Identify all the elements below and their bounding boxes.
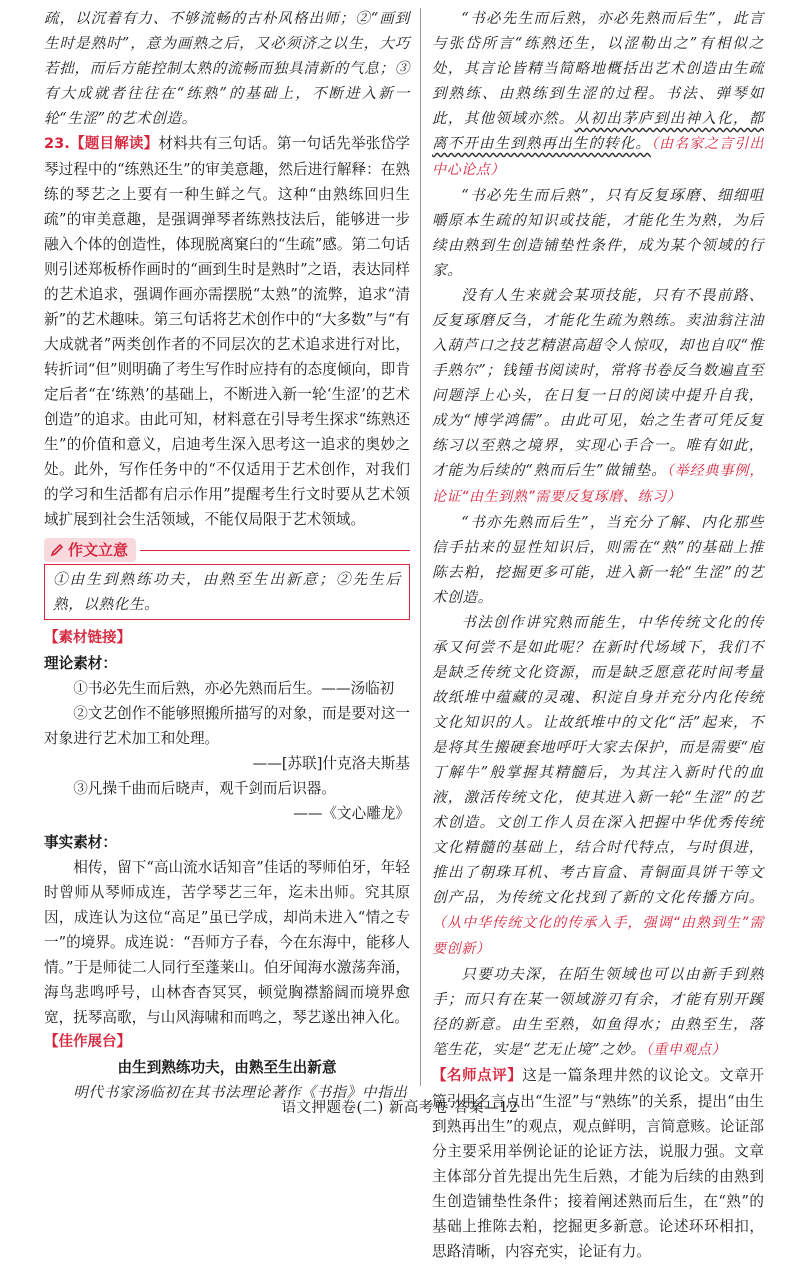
continued-paragraph: 疏，以沉着有力、不够流畅的古朴风格出师；②“画到生时是熟时”，意为画熟之后，又必须济之以生，大巧若拙，而后方能控制太熟的流畅而独具清新的气息；③有大成就者往往在“练熟”的基础上，不断进入新一轮“生涩”的艺术创造。 [44,10,410,127]
left-column [44,6,410,1105]
theory-material-label: 理论素材： [44,655,117,672]
essay-theme-title: 作文立意 [68,540,129,559]
essay-theme-header [44,538,410,562]
question-tag: 【题目解读】 [69,136,159,152]
question-interpretation-body: 材料共有三句话。第一句话先举张岱学琴过程中的“练熟还生”的审美意趣，然后进行解释：在熟练的琴艺之上要有一种生鲜之气。这种“由熟练回归生疏”的审美意趣，是强调弹琴者练熟技法后，能够进一步融入个体的创造性，体现脱离窠臼的“生疏”感。第二句话则引述郑板桥作画时的“画到生时是熟时”之语，表达同样的艺术追求，强调作画亦需摆脱“太熟”的流弊，追求“清新”的艺术趣味。第三句话将艺术创作中的“大多数”与“有大成就者”两类创作者的不同层次的艺术追求进行对比，转折词“但”则明确了考生写作时应持有的态度倾向，即肯定后者“在‘练熟’的基础上，不断进入新一轮‘生涩’的艺术创造”的追求。由此可知，材料意在引导考生探求“练熟还生”的价值和意义，启迪考生深入思考这一追求的奥妙之处。此外，写作任务中的“不仅适用于艺术创作，对我们的学习和生活都有启示作用”提醒考生行文时要从艺术领域扩展到社会生活领域，不能仅局限于艺术领域。 [44,135,410,528]
essay-paragraph-1 [432,6,764,183]
teacher-comment-body: 这是一篇条理井然的议论文。文章开篇引用名言点出“生涩”与“熟练”的关系，提出“由生到熟再出生”的观点，观点鲜明，言简意赅。论证部分主要采用举例论证的论证方法，说服力强。文章主体部分首先提出先生后熟，才能为后续的由熟到生创造铺垫性条件；接着阐述熟而后生，在“熟”的基础上推陈去粕，挖掘更多新意。论述环环相扣，思路清晰，内容充实，论证有力。 [432,1067,764,1260]
theory-quote-1: ①书必先生而后熟，亦必先熟而后生。——汤临初 [73,680,395,697]
essay-paragraph-2: “书必先生而后熟”，只有反复琢磨、细细咀嚼原本生疏的知识或技能，才能化生为熟，为后续由熟到生创造铺垫性条件，成为某个领域的行家。 [432,187,764,279]
theory-quote-2: ②文艺创作不能够照搬所描写的对象，而是要对这一对象进行艺术加工和处理。 [44,705,410,747]
pencil-icon [50,543,64,557]
theory-quote-3-citation: ——《文心雕龙》 [293,805,410,822]
fact-material-label: 事实素材： [44,834,117,851]
essay-thesis-sentence: 从初出茅庐到出神入化，都离不开由生到熟再出生的转化。 [432,110,764,152]
essay-paragraph-1-note: （由名家之言引出中心论点） [432,136,764,178]
model-essay-opening: 明代书家汤临初在其书法理论著作《书指》中指出 [73,1084,408,1101]
essay-paragraph-6 [432,962,764,1063]
fact-material-body: 相传，留下“高山流水话知音”佳话的琴师伯牙，年轻时曾师从琴师成连，苦学琴艺三年，迄未出师。究其原因，成连认为这位“高足”虽已学成，却尚未进入“情之专一”的境界。成连说：“吾师方子春，今在东海中，能移人情。”于是师徒二人同行至蓬莱山。伯牙闻海水激荡奔涌，海鸟悲鸣呼号，山林杳杳冥冥，顿觉胸襟豁阔而境界愈宽，抚琴高歌，与山风海啸和而鸣之，琴艺遂出神入化。 [44,859,410,1026]
essay-paragraph-3 [432,283,764,510]
essay-paragraph-3-text: 没有人生来就会某项技能，只有不畏前路、反复琢磨反刍，才能化生疏为熟练。卖油翁注油入葫芦口之技艺精湛高超令人惊叹，却也自叹“惟手熟尔”；钱锺书阅读时，常将书卷反刍数遍直至问题浮上心头，在日复一日的阅读中提升自我，成为“博学鸿儒”。由此可见，始之生者可凭反复练习以至熟之境界，实现心手合一。唯有如此，才能为后续的“熟而后生”做铺垫。 [432,287,764,479]
essay-paragraph-5-text: 书法创作讲究熟而能生，中华传统文化的传承又何尝不是如此呢？在新时代场域下，我们不是缺乏传统文化资源，而是缺乏愿意花时间考量故纸堆中蕴藏的灵魂、积淀自身并充分内化传统文化知识的人。让故纸堆中的文化“活”起来，不是将其生搬硬套地呼吁大家去保护，而是需要“庖丁解牛”般掌握其精髓后，为其注入新时代的血液，激活传统文化，使其进入新一轮“生涩”的艺术创造。文创工作人员在深入把握中华优秀传统文化精髓的基础上，结合时代特点，与时俱进，推出了朝珠耳机、考古盲盒、青铜面具饼干等文创产品，为传统文化找到了新的文化传播方向。 [432,614,764,906]
essay-paragraph-6-text: 只要功夫深，在陌生领域也可以由新手到熟手；而只有在某一领域游刃有余，才能有别开蹊径的新意。由生至熟，如鱼得水；由熟至生，落笔生花，实是“艺无止境”之妙。 [432,966,764,1058]
material-link-tag: 【素材链接】 [44,630,131,646]
essay-paragraph-4: “书亦先熟而后生”，当充分了解、内化那些信手拈来的显性知识后，则需在“熟”的基础上推陈去粕，挖掘更多可能，进入新一轮“生涩”的艺术创造。 [432,514,764,606]
theory-quote-3: ③凡操千曲而后晓声，观千剑而后识器。 [73,780,336,797]
essay-paragraph-5-note: （从中华传统文化的传承入手，强调“由熟到生”需要创新） [432,915,764,957]
column-divider [420,8,421,1086]
essay-paragraph-5 [432,610,764,962]
teacher-comment [432,1063,764,1264]
question-23-interpretation [44,131,410,532]
question-number: 23. [44,135,70,152]
essay-theme-box [44,564,410,620]
page-footer: 语文押题卷(二) 新高考卷 答案—12 [281,1100,519,1116]
essay-paragraph-6-note: （重申观点） [645,1042,727,1058]
theory-quote-2-citation: ——[苏联]什克洛夫斯基 [252,755,410,772]
essay-theme-content: ①由生到熟练功夫，由熟至生出新意；②先生后熟，以熟化生。 [53,571,401,613]
right-column [432,6,764,1264]
essay-paragraph-3-note: （举经典事例，论证“由生到熟”需要反复琢磨、练习） [432,463,764,505]
essay-paragraph-1-text: “书必先生而后熟，亦必先熟而后生”，此言与张岱所言“练熟还生，以涩勒出之”有相似之处，其言论皆精当简略地概括出艺术创造由生疏到熟练、由熟练到生涩的过程。书法、弹琴如此，其他领域亦然。 [432,10,764,127]
essay-theme-rule [140,550,410,551]
essay-theme-badge [44,538,136,562]
teacher-comment-tag: 【名师点评】 [432,1068,523,1084]
model-essay-title: 由生到熟练功夫，由熟至生出新意 [117,1059,337,1076]
model-essay-tag: 【佳作展台】 [44,1034,131,1050]
